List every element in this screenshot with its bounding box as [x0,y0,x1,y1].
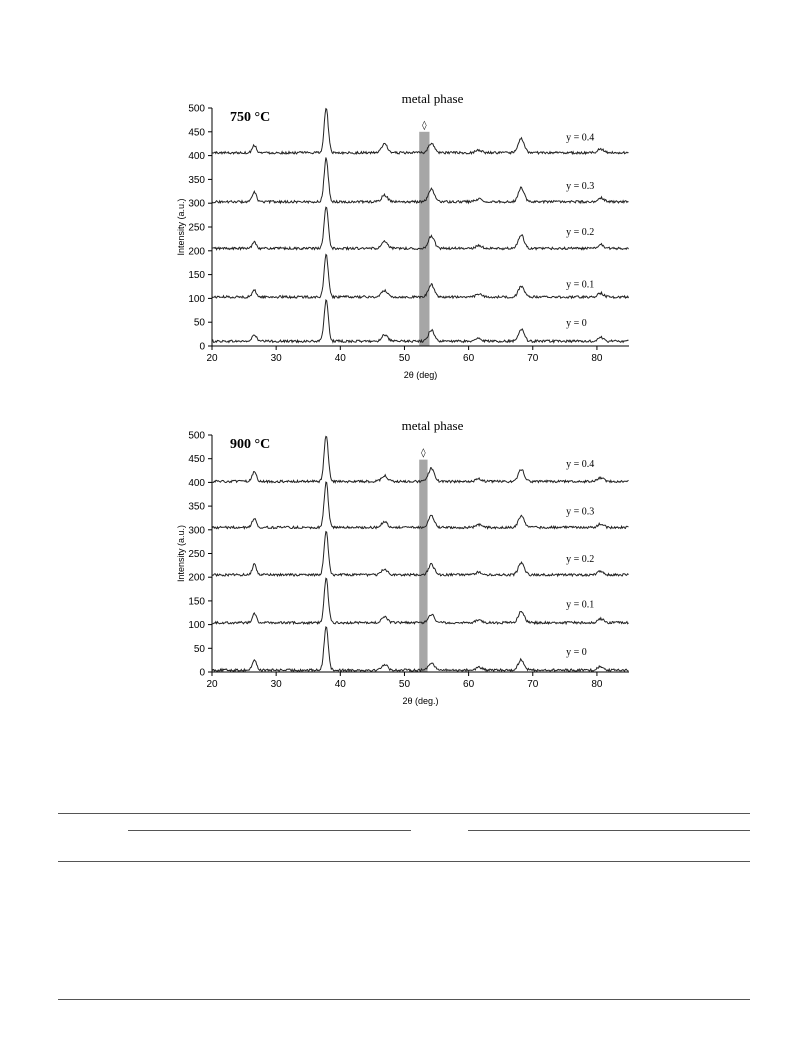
y-tick-label: 200 [188,572,205,584]
y-tick-label: 100 [188,293,205,305]
temperature-label: 900 °C [230,437,271,452]
x-tick-label: 50 [398,353,411,364]
x-tick-label: 60 [463,679,475,690]
diamond-marker: ◊ [421,448,426,459]
series-label: y = 0 [566,318,587,330]
y-tick-label: 250 [188,222,205,234]
y-tick-label: 300 [188,198,205,210]
y-axis-title: Intensity (a.u.) [176,524,186,583]
temperature-label: 750 °C [230,110,271,125]
y-tick-label: 150 [188,270,205,282]
y-tick-label: 500 [188,103,205,115]
series-label: y = 0.2 [566,227,595,239]
series-label: y = 0.4 [566,459,595,471]
y-tick-label: 500 [188,430,205,442]
y-tick-label: 300 [188,525,205,537]
chart-title: metal phase [401,418,464,433]
y-tick-label: 350 [188,501,205,513]
x-axis-title: 2θ (deg.) [402,696,439,706]
x-tick-label: 80 [591,353,603,364]
highlight-band [419,132,429,346]
y-tick-label: 350 [188,174,205,186]
table-group-rule-left [128,830,411,831]
x-tick-label: 70 [527,353,539,364]
y-tick-label: 450 [188,127,205,139]
chart-title: metal phase [401,91,464,106]
y-tick-label: 50 [193,317,205,329]
x-tick-label: 60 [463,353,475,364]
series-label: y = 0.1 [566,279,595,291]
x-tick-label: 50 [398,679,411,690]
chart-panel-2 [176,418,629,706]
y-axis-title: Intensity (a.u.) [176,198,186,256]
highlight-band [419,460,427,672]
y-tick-label: 0 [199,341,205,353]
y-tick-label: 0 [199,667,205,679]
table-group-rule-right [468,830,750,831]
y-tick-label: 400 [188,151,205,163]
x-tick-label: 20 [206,679,218,690]
x-tick-label: 20 [206,353,218,364]
series-label: y = 0.3 [566,506,595,518]
x-tick-label: 70 [527,679,539,690]
x-axis-title: 2θ (deg) [403,370,438,380]
series-label: y = 0 [566,646,587,658]
x-tick-label: 30 [270,679,282,690]
x-tick-label: 30 [270,353,282,364]
series-label: y = 0.1 [566,599,595,611]
y-tick-label: 100 [188,620,205,632]
series-label: y = 0.3 [566,180,595,192]
chart-panel-1 [176,91,629,380]
y-tick-label: 200 [188,246,205,258]
diamond-marker: ◊ [422,120,427,131]
series-label: y = 0.4 [566,132,595,144]
x-tick-label: 40 [334,353,346,364]
y-tick-label: 50 [193,643,205,655]
table-top-rule [58,813,750,814]
series-label: y = 0.2 [566,554,595,566]
x-tick-label: 40 [334,679,346,690]
y-tick-label: 450 [188,454,205,466]
y-tick-label: 150 [188,596,205,608]
x-tick-label: 80 [591,679,603,690]
table-bottom-rule [58,999,750,1000]
y-tick-label: 250 [188,549,205,560]
table-header-rule [58,861,750,862]
y-tick-label: 400 [188,477,205,489]
